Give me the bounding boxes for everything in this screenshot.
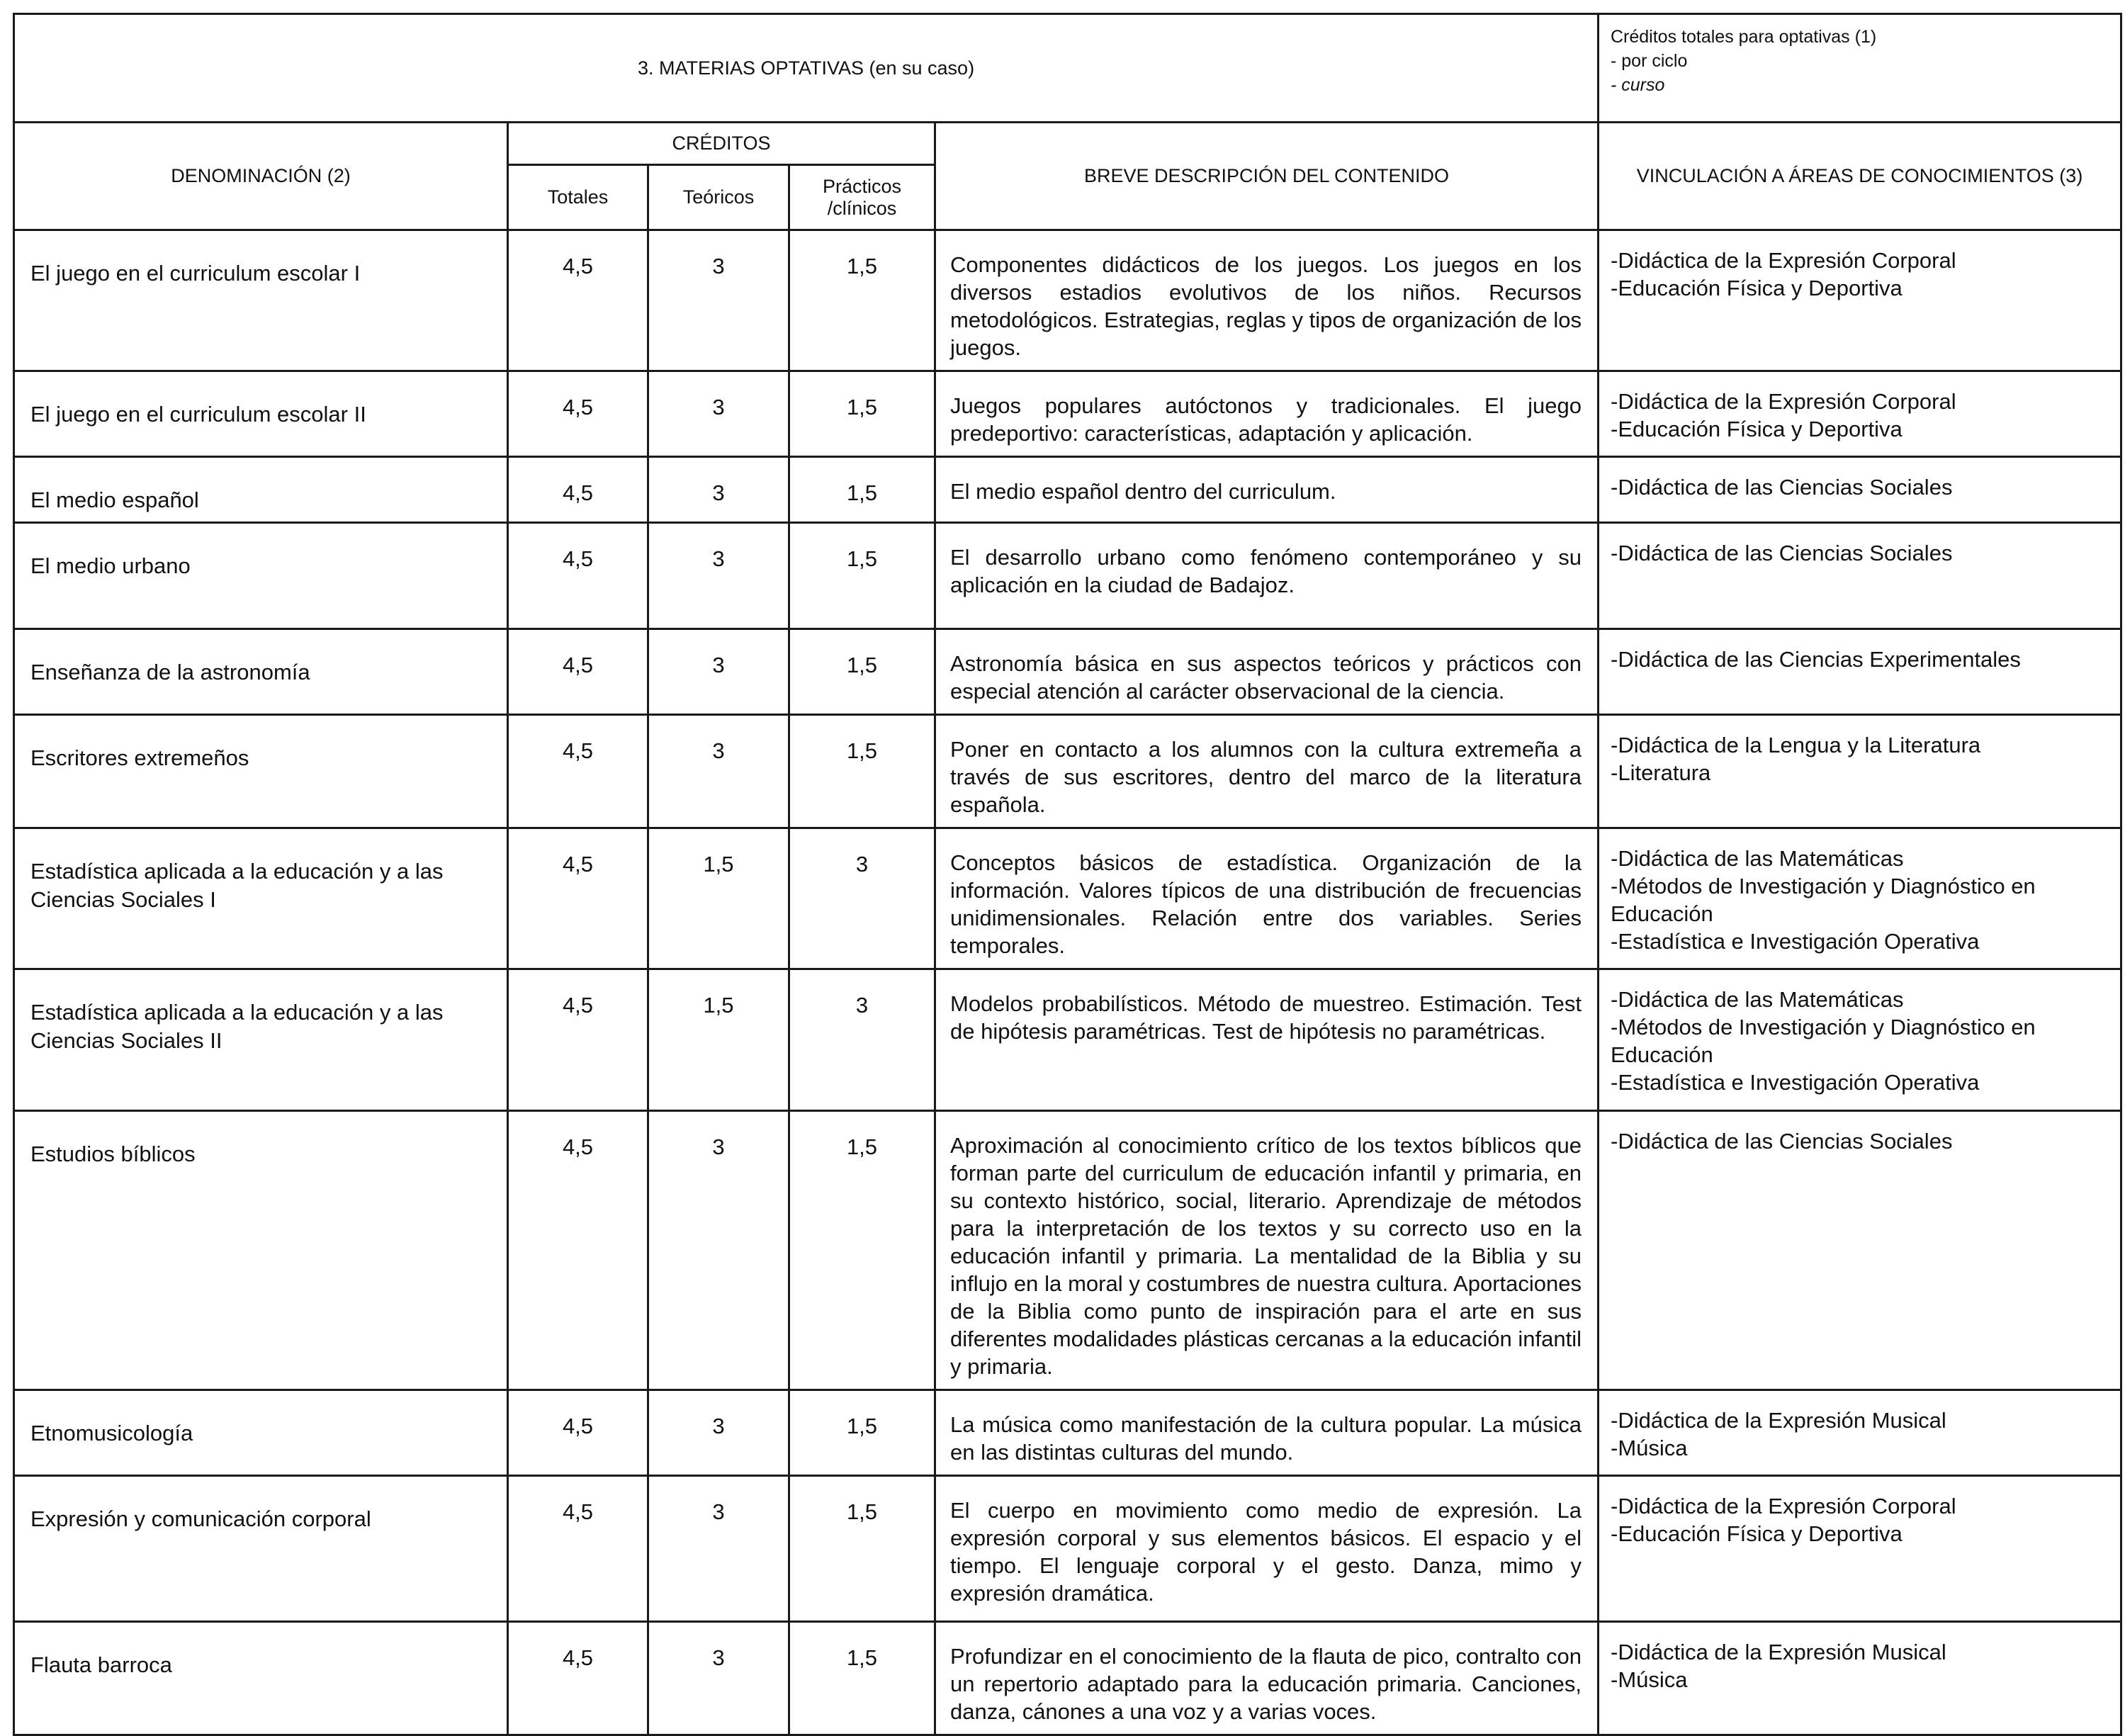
knowledge-area-item: -Didáctica de la Expresión Corporal bbox=[1611, 248, 1956, 273]
credits-practicos: 1,5 bbox=[789, 371, 935, 457]
course-name: Flauta barroca bbox=[14, 1622, 508, 1735]
credits-practicos: 3 bbox=[789, 828, 935, 969]
credits-totales: 4,5 bbox=[508, 1390, 648, 1476]
credits-practicos: 1,5 bbox=[789, 1476, 935, 1622]
knowledge-area-item: -Música bbox=[1611, 1436, 1688, 1460]
knowledge-areas bbox=[1599, 1476, 2121, 1622]
table-row bbox=[14, 1111, 2121, 1390]
col-header-teoricos: Teóricos bbox=[648, 165, 789, 230]
credits-total-line3: - curso bbox=[1611, 75, 1665, 95]
knowledge-area-item: -Didáctica de las Ciencias Sociales bbox=[1611, 1129, 1953, 1154]
col-header-descripcion: BREVE DESCRIPCIÓN DEL CONTENIDO bbox=[935, 123, 1599, 230]
course-description: Profundizar en el conocimiento de la flauta de pico, contralto con un repertorio adaptado para la educación primaria. Canciones, danza, cánones a una voz y a varias voces. bbox=[935, 1622, 1599, 1735]
knowledge-area-item: -Didáctica de las Ciencias Sociales bbox=[1611, 541, 1953, 565]
knowledge-areas bbox=[1599, 629, 2121, 715]
knowledge-areas bbox=[1599, 1622, 2121, 1735]
knowledge-area-item: -Didáctica de la Expresión Musical bbox=[1611, 1640, 1946, 1664]
credits-teoricos: 3 bbox=[648, 1622, 789, 1735]
course-description: El medio español dentro del curriculum. bbox=[935, 457, 1599, 523]
credits-totales: 4,5 bbox=[508, 371, 648, 457]
credits-teoricos: 3 bbox=[648, 230, 789, 371]
knowledge-area-item: -Estadística e Investigación Operativa bbox=[1611, 1070, 1980, 1095]
credits-totales: 4,5 bbox=[508, 1476, 648, 1622]
knowledge-areas bbox=[1599, 230, 2121, 371]
table-row bbox=[14, 1476, 2121, 1622]
table-row bbox=[14, 457, 2121, 523]
course-name: Estadística aplicada a la educación y a las Ciencias Sociales II bbox=[14, 969, 508, 1111]
knowledge-areas bbox=[1599, 969, 2121, 1111]
col-header-vinculacion: VINCULACIÓN A ÁREAS DE CONOCIMIENTOS (3) bbox=[1599, 123, 2121, 230]
credits-teoricos: 1,5 bbox=[648, 969, 789, 1111]
knowledge-area-item: -Música bbox=[1611, 1667, 1688, 1692]
credits-practicos: 1,5 bbox=[789, 715, 935, 828]
course-name: Estudios bíblicos bbox=[14, 1111, 508, 1390]
table-row bbox=[14, 828, 2121, 969]
course-description: Conceptos básicos de estadística. Organización de la información. Valores típicos de una distribución de frecuencias unidimensionales. Relación entre dos variables. Series temporales. bbox=[935, 828, 1599, 969]
col-header-practicos: Prácticos /clínicos bbox=[789, 165, 935, 230]
table-row bbox=[14, 715, 2121, 828]
knowledge-area-item: -Educación Física y Deportiva bbox=[1611, 276, 1903, 300]
course-description: Aproximación al conocimiento crítico de los textos bíblicos que forman parte del curriculum de educación infantil y primaria, en su contexto histórico, social, literario. Aprendizaje de métodos para la interpretación de los textos y su correcto uso en la educación infantil y primaria. La mentalidad de la Biblia y su influjo en la moral y costumbres de nuestra cultura. Aportaciones de la Biblia como punto de inspiración para el arte en sus diferentes modalidades plásticas cercanas a la educación infantil y primaria. bbox=[935, 1111, 1599, 1390]
credits-teoricos: 3 bbox=[648, 629, 789, 715]
course-name: Escritores extremeños bbox=[14, 715, 508, 828]
credits-practicos: 1,5 bbox=[789, 230, 935, 371]
col-header-creditos: CRÉDITOS bbox=[508, 123, 935, 165]
course-description: Modelos probabilísticos. Método de muestreo. Estimación. Test de hipótesis paramétricas. Test de hipótesis no paramétricas. bbox=[935, 969, 1599, 1111]
course-description: El cuerpo en movimiento como medio de expresión. La expresión corporal y sus elementos básicos. El espacio y el tiempo. El lenguaje corporal y el gesto. Danza, mimo y expresión dramática. bbox=[935, 1476, 1599, 1622]
credits-teoricos: 3 bbox=[648, 1111, 789, 1390]
knowledge-area-item: -Didáctica de la Expresión Corporal bbox=[1611, 1494, 1956, 1518]
knowledge-area-item: -Didáctica de la Expresión Corporal bbox=[1611, 389, 1956, 414]
course-description: Juegos populares autóctonos y tradicionales. El juego predeportivo: características, adaptación y aplicación. bbox=[935, 371, 1599, 457]
knowledge-areas bbox=[1599, 1111, 2121, 1390]
course-name: Estadística aplicada a la educación y a las Ciencias Sociales I bbox=[14, 828, 508, 969]
credits-total-line1: Créditos totales para optativas (1) bbox=[1611, 27, 1877, 47]
knowledge-areas bbox=[1599, 371, 2121, 457]
credits-teoricos: 3 bbox=[648, 1476, 789, 1622]
credits-totales: 4,5 bbox=[508, 629, 648, 715]
credits-practicos: 3 bbox=[789, 969, 935, 1111]
course-name: El medio urbano bbox=[14, 523, 508, 629]
section-header-row bbox=[14, 14, 2121, 123]
credits-totales: 4,5 bbox=[508, 969, 648, 1111]
table-row bbox=[14, 230, 2121, 371]
course-name: El juego en el curriculum escolar I bbox=[14, 230, 508, 371]
knowledge-area-item: -Didáctica de las Ciencias Experimentales bbox=[1611, 647, 2021, 672]
credits-teoricos: 3 bbox=[648, 715, 789, 828]
knowledge-areas bbox=[1599, 457, 2121, 523]
knowledge-areas bbox=[1599, 523, 2121, 629]
knowledge-area-item: -Métodos de Investigación y Diagnóstico en Educación bbox=[1611, 1015, 2036, 1067]
course-description: La música como manifestación de la cultura popular. La música en las distintas culturas del mundo. bbox=[935, 1390, 1599, 1476]
knowledge-area-item: -Didáctica de la Expresión Musical bbox=[1611, 1408, 1946, 1433]
table-row bbox=[14, 523, 2121, 629]
col-header-totales: Totales bbox=[508, 165, 648, 230]
credits-practicos: 1,5 bbox=[789, 457, 935, 523]
table-row bbox=[14, 629, 2121, 715]
credits-practicos: 1,5 bbox=[789, 629, 935, 715]
credits-practicos: 1,5 bbox=[789, 1111, 935, 1390]
knowledge-area-item: -Didáctica de las Matemáticas bbox=[1611, 987, 1904, 1012]
course-description: Astronomía básica en sus aspectos teóricos y prácticos con especial atención al carácter observacional de la ciencia. bbox=[935, 629, 1599, 715]
course-name: Etnomusicología bbox=[14, 1390, 508, 1476]
course-name: El medio español bbox=[14, 457, 508, 523]
optativas-table bbox=[13, 13, 2122, 1736]
knowledge-area-item: -Didáctica de las Matemáticas bbox=[1611, 846, 1904, 871]
table-row bbox=[14, 371, 2121, 457]
knowledge-area-item: -Literatura bbox=[1611, 760, 1711, 785]
knowledge-area-item: -Educación Física y Deportiva bbox=[1611, 1521, 1903, 1546]
course-name: El juego en el curriculum escolar II bbox=[14, 371, 508, 457]
credits-teoricos: 3 bbox=[648, 457, 789, 523]
credits-totales: 4,5 bbox=[508, 457, 648, 523]
course-description: El desarrollo urbano como fenómeno contemporáneo y su aplicación en la ciudad de Badajoz. bbox=[935, 523, 1599, 629]
course-description: Poner en contacto a los alumnos con la cultura extremeña a través de sus escritores, dentro del marco de la literatura española. bbox=[935, 715, 1599, 828]
credits-total-box bbox=[1599, 14, 2121, 123]
credits-practicos: 1,5 bbox=[789, 1390, 935, 1476]
table-row bbox=[14, 969, 2121, 1111]
knowledge-area-item: -Estadística e Investigación Operativa bbox=[1611, 929, 1980, 954]
knowledge-area-item: -Educación Física y Deportiva bbox=[1611, 417, 1903, 441]
column-header-row-1 bbox=[14, 123, 2121, 165]
credits-teoricos: 1,5 bbox=[648, 828, 789, 969]
knowledge-area-item: -Métodos de Investigación y Diagnóstico en Educación bbox=[1611, 874, 2036, 926]
credits-teoricos: 3 bbox=[648, 523, 789, 629]
credits-practicos: 1,5 bbox=[789, 1622, 935, 1735]
credits-practicos: 1,5 bbox=[789, 523, 935, 629]
course-description: Componentes didácticos de los juegos. Los juegos en los diversos estadios evolutivos de los niños. Recursos metodológicos. Estrategias, reglas y tipos de organización de los juegos. bbox=[935, 230, 1599, 371]
credits-total-line2: - por ciclo bbox=[1611, 51, 1688, 71]
optativas-sheet bbox=[13, 13, 2120, 1736]
credits-totales: 4,5 bbox=[508, 828, 648, 969]
knowledge-areas bbox=[1599, 1390, 2121, 1476]
knowledge-area-item: -Didáctica de las Ciencias Sociales bbox=[1611, 475, 1953, 500]
knowledge-area-item: -Didáctica de la Lengua y la Literatura bbox=[1611, 733, 1981, 757]
credits-teoricos: 3 bbox=[648, 371, 789, 457]
credits-totales: 4,5 bbox=[508, 523, 648, 629]
section-title: 3. MATERIAS OPTATIVAS (en su caso) bbox=[14, 14, 1599, 123]
col-header-denominacion: DENOMINACIÓN (2) bbox=[14, 123, 508, 230]
credits-totales: 4,5 bbox=[508, 1111, 648, 1390]
knowledge-areas bbox=[1599, 715, 2121, 828]
credits-totales: 4,5 bbox=[508, 230, 648, 371]
course-name: Expresión y comunicación corporal bbox=[14, 1476, 508, 1622]
credits-teoricos: 3 bbox=[648, 1390, 789, 1476]
credits-totales: 4,5 bbox=[508, 1622, 648, 1735]
credits-totales: 4,5 bbox=[508, 715, 648, 828]
knowledge-areas bbox=[1599, 828, 2121, 969]
table-row bbox=[14, 1390, 2121, 1476]
table-row bbox=[14, 1622, 2121, 1735]
course-name: Enseñanza de la astronomía bbox=[14, 629, 508, 715]
